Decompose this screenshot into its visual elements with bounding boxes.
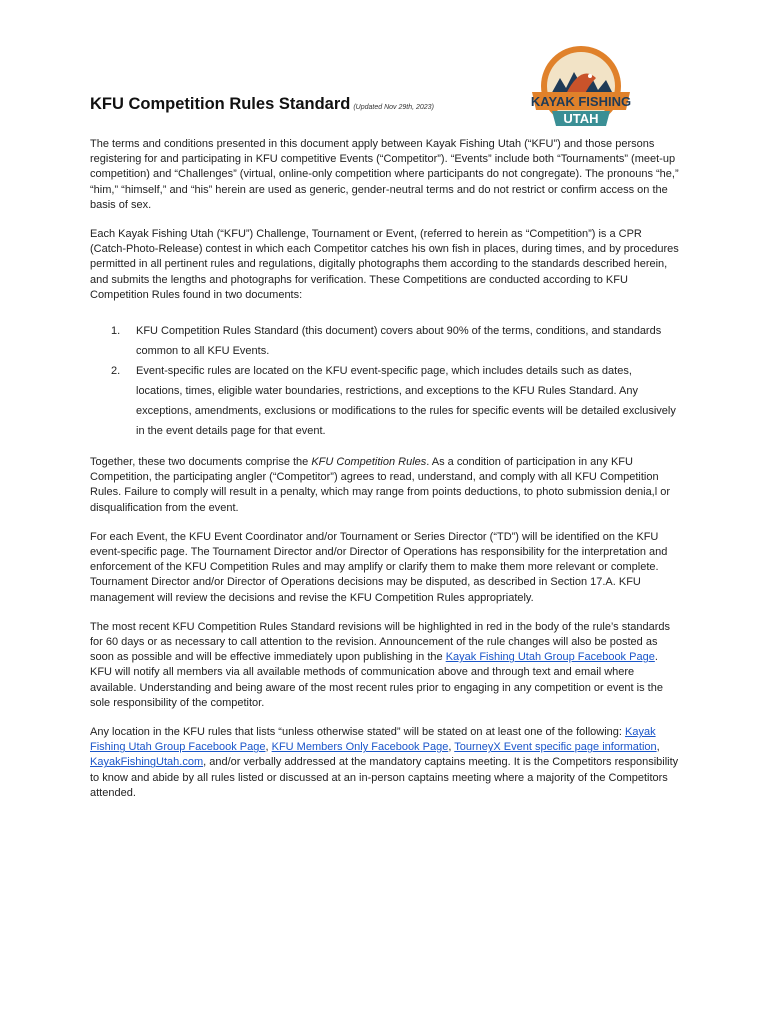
link-tourneyx-event-page[interactable]: TourneyX Event specific page information [454, 741, 657, 754]
link-members-only-facebook[interactable]: KFU Members Only Facebook Page [271, 741, 449, 754]
emphasis-rules: KFU Competition Rules [311, 456, 427, 469]
link-kfu-group-facebook[interactable]: Kayak Fishing Utah Group Facebook Page [445, 651, 655, 664]
document-title: KFU Competition Rules Standard [90, 95, 351, 113]
list-text: KFU Competition Rules Standard (this document) covers about 90% of the terms, conditions, and standards common to all KFU Events. [136, 325, 662, 358]
list-number: 2. [111, 365, 121, 378]
text-span: . As a condition of participation in any KFU Competition, the participating angler (“Competitor”) agrees to read, understand, and comply with all KFU Competition Rules. Failure to comply will result in a penalty, which may range from points deductions, to photo submission denia,l or disqualification from the event. [90, 456, 671, 514]
text-span: , and/or verbally addressed at the mandatory captains meeting. It is the Competitors responsibility to know and abide by all rules listed or discussed at an in-person captains meeting where a majority of the Competitors attended. [90, 756, 679, 799]
document-body [90, 137, 680, 815]
list-text: Event-specific rules are located on the KFU event-specific page, which includes details such as dates, locations, times, eligible water boundaries, restrictions, and exceptions to the KFU Rules Standard. Any exceptions, amendments, exclusions or modifications to the rules for specific events will be detailed exclusively in the event details page for that event. [136, 365, 676, 438]
link-kfu-group-facebook-2[interactable]: Kayak Fishing Utah Group Facebook Page [90, 726, 656, 754]
paragraph-competition: Each Kayak Fishing Utah (“KFU”) Challenge, Tournament or Event, (referred to herein as “Competition”) is a CPR (Catch-Photo-Release) contest in which each Competitor catches his own fish in places, during times, and by procedures permitted in all pertinent rules and regulations, digitally photographs them according to the standards described herein, and submits the lengths and photographs for verification. These Competitions are conducted according to KFU Competition Rules found in two documents: [90, 228, 679, 301]
list-item [90, 361, 680, 441]
kayak-fishing-utah-logo [526, 34, 636, 144]
list-number: 1. [111, 325, 121, 338]
separator: , [656, 741, 660, 754]
paragraph-otherwise-stated [90, 725, 680, 801]
link-kayakfishingutah-site[interactable]: KayakFishingUtah.com [90, 756, 204, 769]
paragraph-terms: The terms and conditions presented in this document apply between Kayak Fishing Utah (“KFU”) and those persons registering for and participating in KFU competitive Events (“Competitor”). “Events” include both “Tournaments” (meet-up competition) and “Challenges” (virtual, online-only competition where participants do not congregate). The pronouns “he,” “him,” “himself,” and “his” herein are used as generic, gender-neutral terms and do not restrict or confirm access on the basis of sex. [90, 138, 679, 211]
separator: , [265, 741, 272, 754]
text-span: Together, these two documents comprise the [90, 456, 312, 469]
logo-line2: UTAH [563, 111, 599, 126]
separator: , [448, 741, 455, 754]
paragraph-revisions [90, 620, 680, 711]
text-span: The most recent KFU Competition Rules Standard revisions will be highlighted in red in the body of the rule’s standards for 60 days or as necessary to call attention to the revision. Announcement of the rule changes will also be posted as soon as possible and will be effective immediately upon publishing in the [90, 620, 671, 664]
logo-line1: KAYAK FISHING [530, 94, 632, 109]
text-span: Any location in the KFU rules that lists “unless otherwise stated” will be stated on at least one of the following: [90, 726, 625, 739]
list-item [90, 321, 680, 361]
logo-year: 2016 [575, 129, 587, 135]
paragraph-event-director: For each Event, the KFU Event Coordinator and/or Tournament or Series Director (“TD”) will be identified on the KFU event-specific page. The Tournament Director and/or Director of Operations has responsibility for the interpretation and enforcement of the KFU Competition Rules and may amplify or clarify them to make them more relevant or complete. Tournament Director and/or Director of Operations decisions may be disputed, as described in Section 17.A. KFU management will review the decisions and revise the KFU Competition Rules appropriately. [90, 530, 668, 604]
paragraph-together [90, 455, 680, 516]
title-row [90, 95, 434, 114]
documents-list [90, 321, 680, 441]
text-span: . KFU will notify all members via all available methods of communication above and through text and email where available. Understanding and being aware of the most recent rules prior to engaging in any competition or event is the sole responsibility of the competitor. [90, 651, 663, 709]
updated-date: (Updated Nov 29th, 2023) [353, 104, 434, 111]
